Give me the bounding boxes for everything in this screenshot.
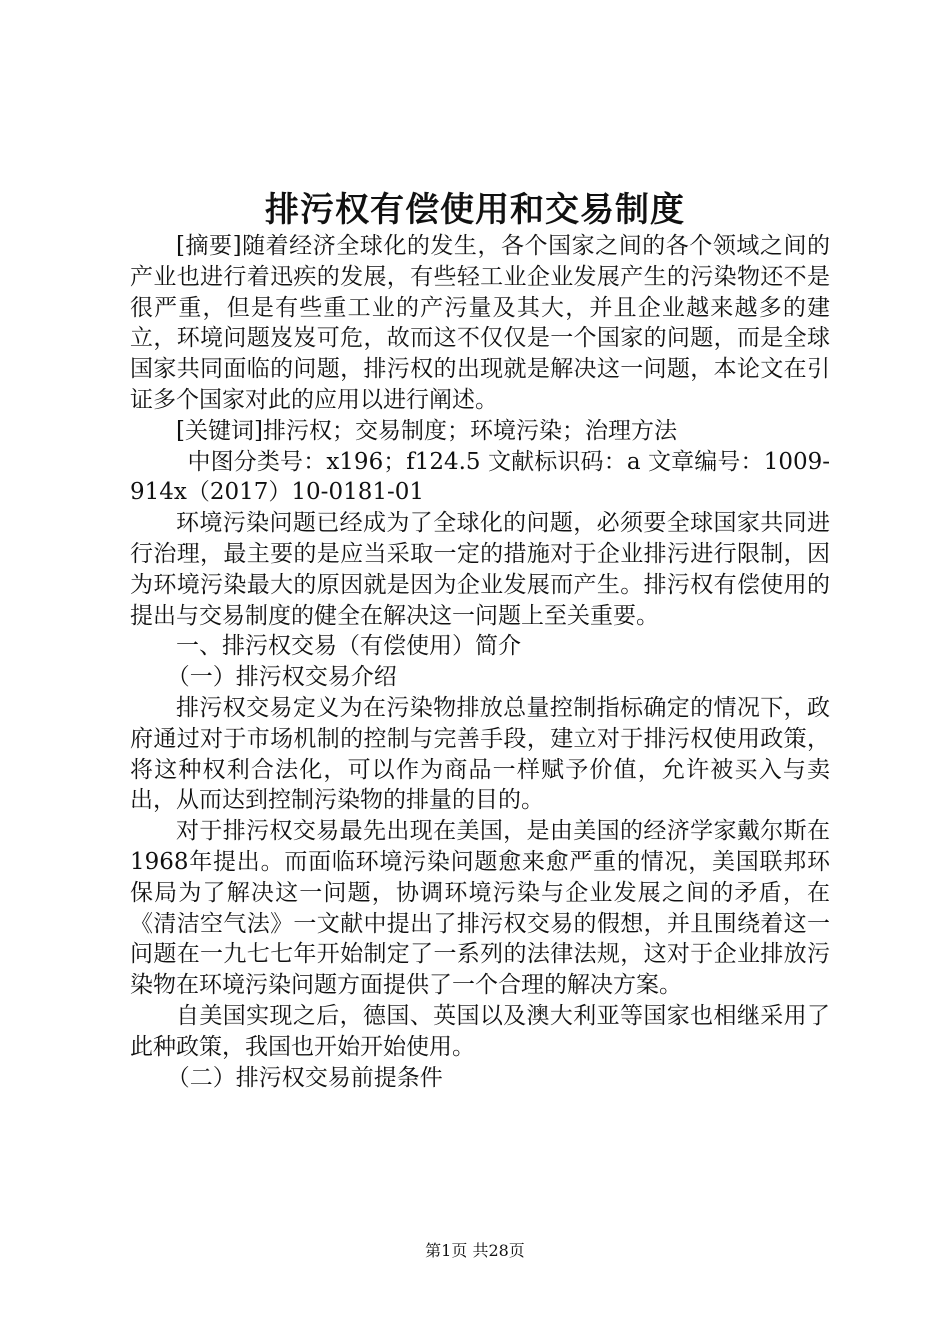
subsection-heading-1: （一）排污权交易介绍 xyxy=(166,664,397,691)
abstract-paragraph: [摘要]随着经济全球化的发生，各个国家之间的各个领域之间的产业也进行着迅疾的发展，有些轻工业企业发展产生的污染物还不是很严重，但是有些重工业的产污量及其大，并且企业越来越多的建立，环境问题岌岌可危，故而这不仅仅是一个国家的问题，而是全球国家共同面临的问题，排污权的出现就是解决这一问题，本论文在引证多个国家对此的应用以进行阐述。 xyxy=(130,233,830,413)
intro-paragraph: 环境污染问题已经成为了全球化的问题，必须要全球国家共同进行治理，最主要的是应当采取一定的措施对于企业排污进行限制，因为环境污染最大的原因就是因为企业发展而产生。排污权有偿使用的提出与交易制度的健全在解决这一问题上至关重要。 xyxy=(130,510,830,629)
body-paragraph: 对于排污权交易最先出现在美国，是由美国的经济学家戴尔斯在1968年提出。而面临环境污染问题愈来愈严重的情况，美国联邦环保局为了解决这一问题，协调环境污染与企业发展之间的矛盾，在《清洁空气法》一文献中提出了排污权交易的假想，并且围绕着这一问题在一九七七年开始制定了一系列的法律法规，这对于企业排放污染物在环境污染问题方面提供了一个合理的解决方案。 xyxy=(130,818,830,999)
keywords-paragraph: [关键词]排污权；交易制度；环境污染；治理方法 xyxy=(176,417,677,444)
page-footer: 第1页 共28页 xyxy=(425,1241,525,1260)
body-paragraph: 排污权交易定义为在污染物排放总量控制指标确定的情况下，政府通过对于市场机制的控制与完善手段，建立对于排污权使用政策，将这种权利合法化，可以作为商品一样赋予价值，允许被买入与卖出，从而达到控制污染物的排量的目的。 xyxy=(130,694,830,814)
subsection-heading-2: （二）排污权交易前提条件 xyxy=(166,1064,443,1091)
classification-paragraph: 中图分类号：x196；f124.5 文献标识码：a 文章编号：1009-914x（2017）10-0181-01 xyxy=(130,448,830,506)
document-body xyxy=(130,231,830,1093)
body-paragraph: 自美国实现之后，德国、英国以及澳大利亚等国家也相继采用了此种政策，我国也开始开始使用。 xyxy=(130,1002,830,1060)
document-title: 排污权有偿使用和交易制度 xyxy=(265,190,685,230)
section-heading-1: 一、排污权交易（有偿使用）简介 xyxy=(176,633,521,660)
